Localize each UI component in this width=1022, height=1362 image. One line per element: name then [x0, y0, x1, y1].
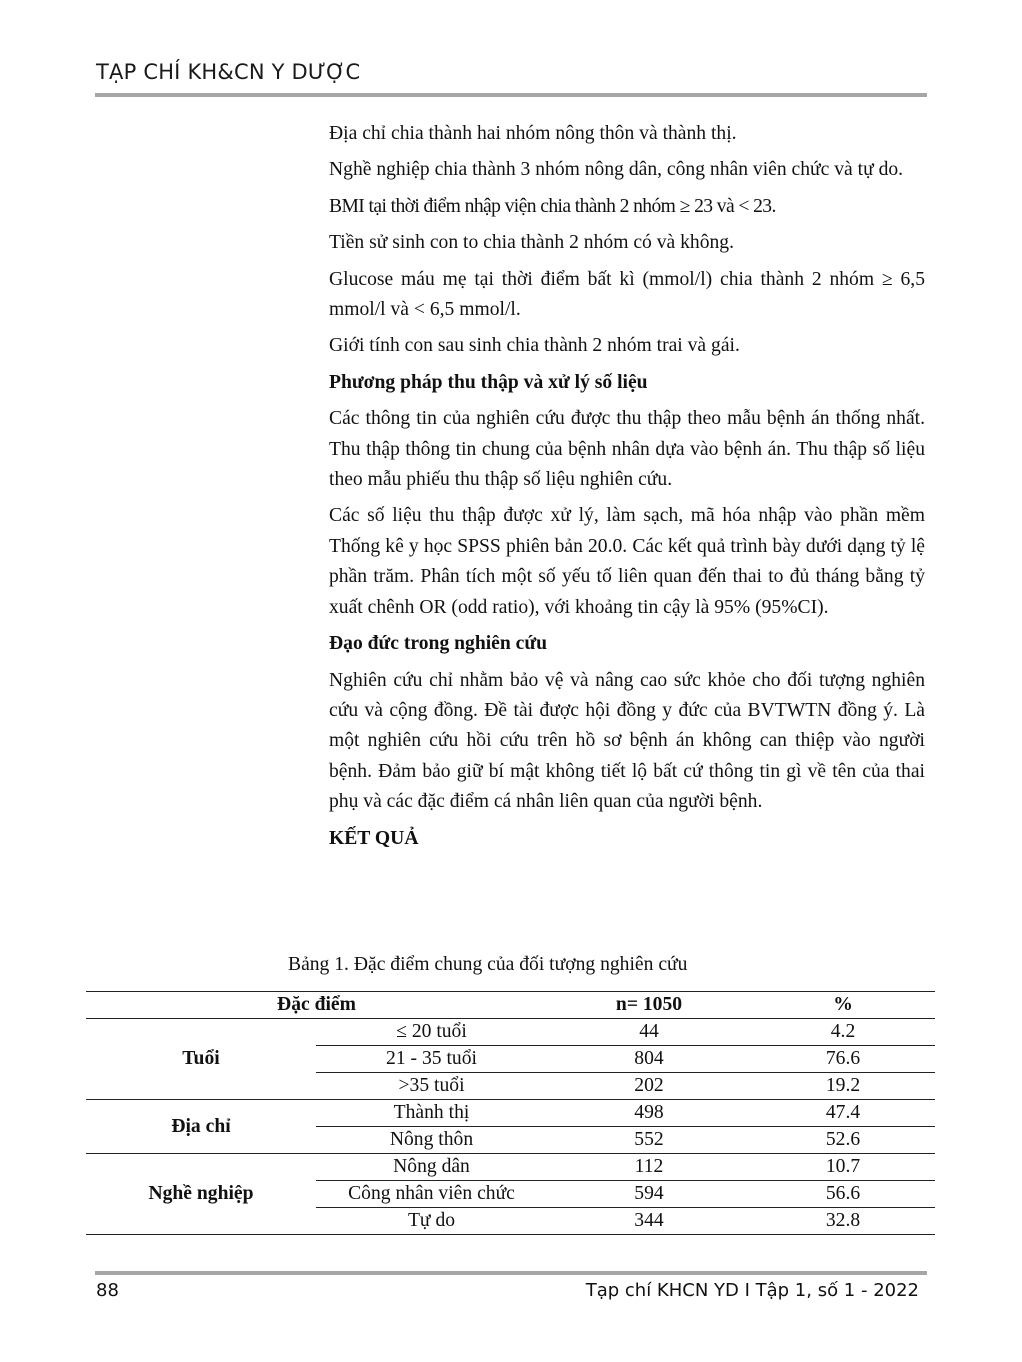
paragraph-glucose: Glucose máu mẹ tại thời điểm bất kì (mmol/l) chia thành 2 nhóm ≥ 6,5 mmol/l và < 6,5 mmol/l.	[329, 268, 925, 321]
row-label: 21 - 35 tuổi	[316, 1046, 547, 1073]
row-label: Công nhân viên chức	[316, 1181, 547, 1208]
row-n: 202	[547, 1073, 751, 1100]
row-percent: 47.4	[751, 1100, 935, 1127]
paragraph-history: Tiền sử sinh con to chia thành 2 nhóm có và không.	[329, 232, 735, 254]
row-n: 498	[547, 1100, 751, 1127]
row-label: Nông dân	[316, 1154, 547, 1181]
paragraph-bmi: BMI tại thời điểm nhập viện chia thành 2 nhóm ≥ 23 và < 23.	[329, 195, 776, 217]
row-label: Thành thị	[316, 1100, 547, 1127]
paragraph-data-processing: Các số liệu thu thập được xử lý, làm sạch, mã hóa nhập vào phần mềm Thống kê y học SPSS phiên bản 20.0. Các kết quả trình bày dưới dạng tỷ lệ phần trăm. Phân tích một số yếu tố liên quan đến thai to đủ tháng bằng tỷ xuất chênh OR (odd ratio), với khoảng tin cậy là 95% (95%CI).	[329, 505, 925, 618]
section-heading-ethics: Đạo đức trong nghiên cứu	[329, 633, 548, 655]
row-percent: 4.2	[751, 1019, 935, 1046]
row-percent: 32.8	[825, 1210, 861, 1231]
row-n: 112	[547, 1154, 751, 1181]
paragraph-sex: Giới tính con sau sinh chia thành 2 nhóm trai và gái.	[329, 335, 740, 357]
row-label: Nông thôn	[316, 1127, 547, 1154]
row-percent: 76.6	[751, 1046, 935, 1073]
table-row	[86, 1154, 935, 1181]
paragraph-address: Địa chỉ chia thành hai nhóm nông thôn và thành thị.	[329, 123, 737, 144]
journal-header-title: TẠP CHÍ KH&CN Y DƯỢC	[96, 60, 361, 84]
footer-divider	[95, 1271, 927, 1275]
row-n: 804	[547, 1046, 751, 1073]
paragraph-data-collection: Các thông tin của nghiên cứu được thu thập theo mẫu bệnh án thống nhất. Thu thập thông tin chung của bệnh nhân dựa vào bệnh án. Thu thập số liệu theo mẫu phiếu thu thập số liệu nghiên cứu.	[329, 408, 925, 491]
row-percent: 19.2	[751, 1073, 935, 1100]
column-header-n: n= 1050	[547, 992, 751, 1019]
column-header-feature: Đặc điểm	[86, 992, 547, 1019]
row-label: ≤ 20 tuổi	[316, 1019, 547, 1046]
row-n: 552	[547, 1127, 751, 1154]
table-row	[86, 1100, 935, 1127]
row-n: 44	[547, 1019, 751, 1046]
row-percent: 56.6	[751, 1181, 935, 1208]
table-row	[86, 1019, 935, 1046]
row-n: 594	[547, 1181, 751, 1208]
section-heading-methods: Phương pháp thu thập và xử lý số liệu	[329, 371, 648, 393]
table-header-row	[86, 992, 935, 1019]
section-heading-results: KẾT QUẢ	[329, 827, 419, 849]
row-n: 344	[634, 1210, 664, 1231]
row-label: Tự do	[407, 1210, 456, 1231]
body-text	[329, 119, 925, 860]
row-percent: 10.7	[751, 1154, 935, 1181]
characteristics-table	[86, 991, 935, 1235]
table-caption: Bảng 1. Đặc điểm chung của đối tượng nghiên cứu	[288, 954, 688, 975]
header-divider	[95, 93, 927, 97]
group-label-age: Tuổi	[86, 1019, 316, 1100]
paragraph-ethics: Nghiên cứu chỉ nhằm bảo vệ và nâng cao sức khỏe cho đối tượng nghiên cứu và cộng đồng. Đề tài được hội đồng y đức của BVTWTN đồng ý. Là một nghiên cứu hồi cứu trên hồ sơ bệnh án không can thiệp vào người bệnh. Đảm bảo giữ bí mật không tiết lộ bất cứ thông tin gì về tên của thai phụ và các đặc điểm cá nhân liên quan của người bệnh.	[329, 669, 925, 813]
footer-journal-issue: Tạp chí KHCN YD I Tập 1, số 1 - 2022	[585, 1280, 919, 1301]
row-percent: 52.6	[751, 1127, 935, 1154]
group-label-occupation: Nghề nghiệp	[148, 1183, 254, 1204]
group-label-address: Địa chỉ	[86, 1100, 316, 1154]
column-header-percent: %	[751, 992, 935, 1019]
paragraph-occupation: Nghề nghiệp chia thành 3 nhóm nông dân, công nhân viên chức và tự do.	[329, 159, 904, 181]
row-label: >35 tuổi	[316, 1073, 547, 1100]
page-number: 88	[96, 1280, 119, 1301]
